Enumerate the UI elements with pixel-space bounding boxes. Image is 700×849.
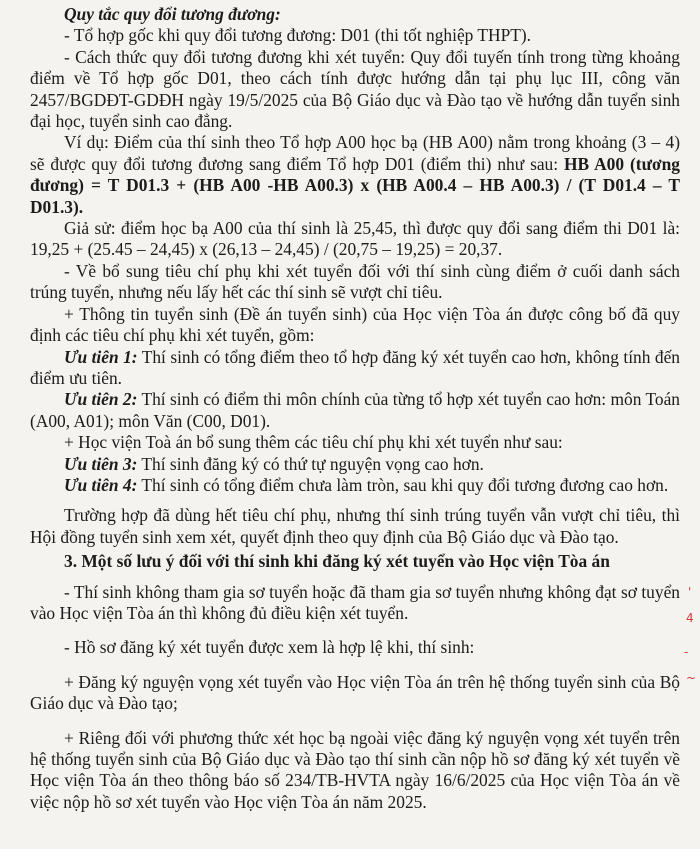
red-pen-mark: - — [684, 645, 689, 659]
margin-red-marks — [684, 580, 698, 700]
priority-4-label: Ưu tiên 4: — [64, 474, 138, 495]
paragraph-tiebreak-criteria: - Về bổ sung tiêu chí phụ khi xét tuyển đối với thí sinh cùng điểm ở cuối danh sách trúng tuyển, nhưng nếu lấy hết các thí sinh sẽ vượt chỉ tiêu. — [30, 260, 680, 303]
priority-3-label: Ưu tiên 3: — [64, 453, 138, 474]
section-3-heading: 3. Một số lưu ý đối với thí sinh khi đăng ký xét tuyển vào Học viện Tòa án — [64, 551, 610, 572]
red-pen-mark: ' — [688, 585, 692, 599]
paragraph-conversion-method: - Cách thức quy đổi tương đương khi xét tuyển: Quy đổi tuyến tính trong từng khoảng điểm về Tổ hợp gốc D01, theo cách tính được hướng dẫn tại phụ lục III, công văn 2457/BGDĐT-GDĐH ngày 19/5/2025 của Bộ Giáo dục và Đào tạo về hướng dẫn tuyển sinh đại học, tuyển sinh cao đẳng. — [30, 46, 680, 132]
red-pen-mark: 4 — [686, 611, 694, 625]
paragraph-transcript-method: + Riêng đối với phương thức xét học bạ ngoài việc đăng ký nguyện vọng xét tuyển trên hệ thống tuyển sinh của Bộ Giáo dục và Đào tạo thí sinh cần nộp hồ sơ đăng ký xét tuyển về Học viện Tòa án theo thông báo số 234/TB-HVTA ngày 16/6/2025 của Học viện Tòa án về việc nộp hồ sơ xét tuyển vào Học viện Tòa án năm 2025. — [30, 727, 680, 812]
paragraph-example — [30, 132, 680, 218]
priority-3 — [30, 454, 680, 475]
paragraph-valid-application: - Hồ sơ đăng ký xét tuyển được xem là hợp lệ khi, thí sinh: — [64, 637, 475, 658]
red-pen-mark: ~ — [686, 671, 697, 685]
priority-4 — [30, 475, 680, 496]
paragraph-register-wish: + Đăng ký nguyện vọng xét tuyển vào Học viện Tòa án trên hệ thống tuyển sinh của Bộ Giáo dục và Đào tạo; — [30, 671, 680, 714]
priority-1 — [30, 347, 680, 390]
priority-1-label: Ưu tiên 1: — [64, 346, 138, 367]
conversion-formula: HB A00 (tương đương) = T D01.3 + (HB A00 -HB A00.3) x (HB A00.4 – HB A00.3) / (T D01.4 – T D01.3). — [30, 153, 680, 217]
priority-3-text: Thí sinh đăng ký có thứ tự nguyện vọng cao hơn. — [137, 453, 484, 474]
paragraph-base-combination: - Tổ hợp gốc khi quy đổi tương đương: D01 (thi tốt nghiệp THPT). — [64, 25, 532, 46]
paragraph-additional-criteria: + Học viện Toà án bổ sung thêm các tiêu chí phụ khi xét tuyển như sau: — [64, 432, 563, 453]
rule-heading: Quy tắc quy đổi tương đương: — [64, 4, 281, 24]
paragraph-assumption: Giả sử: điểm học bạ A00 của thí sinh là 25,45, thì được quy đổi sang điểm thi D01 là: 19,25 + (25.45 – 24,45) x (26,13 – 24,45) / (20,75 – 19,25) = 20,37. — [30, 218, 680, 260]
paragraph-exhausted-criteria: Trường hợp đã dùng hết tiêu chí phụ, nhưng thí sinh trúng tuyển vẫn vượt chỉ tiêu, thì Hội đồng tuyển sinh xem xét, quyết định theo quy định của Bộ Giáo dục và Đào tạo. — [30, 505, 680, 547]
priority-2-label: Ưu tiên 2: — [64, 389, 138, 410]
paragraph-preliminary-screening: - Thí sinh không tham gia sơ tuyển hoặc đã tham gia sơ tuyển nhưng không đạt sơ tuyển vào Học viện Tòa án thì không đủ điều kiện xét tuyển. — [30, 581, 680, 623]
priority-2 — [30, 389, 680, 432]
priority-4-text: Thí sinh có tổng điểm chưa làm tròn, sau khi quy đổi tương đương cao hơn. — [137, 474, 669, 495]
priority-1-text: Thí sinh có tổng điểm theo tổ hợp đăng ký xét tuyển cao hơn, không tính đến điểm ưu tiên. — [30, 346, 680, 388]
priority-2-text: Thí sinh có điểm thi môn chính của từng tổ hợp xét tuyển cao hơn: môn Toán (A00, A01); môn Văn (C00, D01). — [30, 389, 680, 431]
example-text: Ví dụ: Điểm của thí sinh theo Tổ hợp A00 học bạ (HB A00) nằm trong khoảng (3 – 4) sẽ được quy đổi tương đương sang điểm Tổ hợp D01 (điểm thi) như sau: — [30, 132, 680, 174]
paragraph-admission-info: + Thông tin tuyển sinh (Đề án tuyển sinh) của Học viện Tòa án được công bố đã quy định các tiêu chí phụ khi xét tuyển, gồm: — [30, 303, 680, 346]
